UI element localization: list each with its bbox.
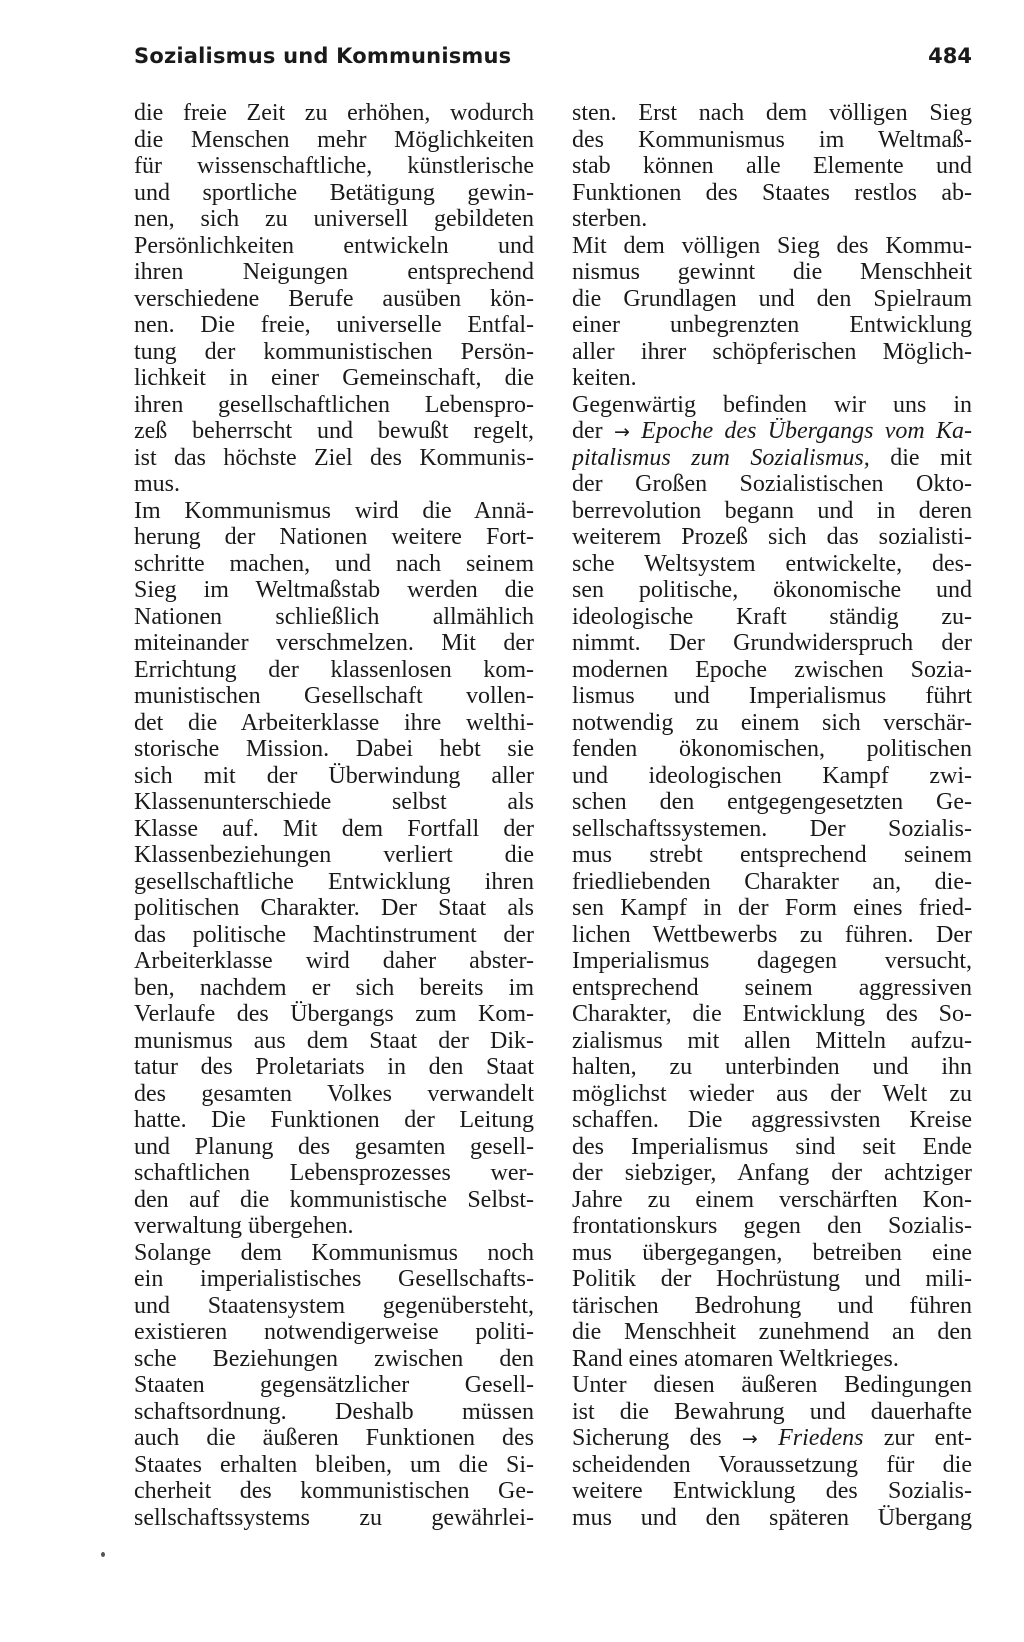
right-column-block-a [572, 100, 972, 418]
text-line: Imperialismus dagegen versucht, [572, 948, 972, 974]
text-line: Mit dem völligen Sieg des Kommu- [572, 232, 972, 259]
text-line: sellschaftssystemen. Der Sozialis- [572, 815, 972, 842]
text-line: des gesamten Volkes verwandelt [134, 1080, 534, 1107]
text-line: ideologische Kraft ständig zu- [572, 603, 972, 630]
text-line: Jahre zu einem verschärften Kon- [572, 1186, 972, 1213]
text-line: mus. [134, 471, 181, 497]
text-line: Im Kommunismus wird die Annä- [134, 497, 534, 524]
running-title: Sozialismus und Kommunismus [134, 44, 512, 68]
text-line: modernen Epoche zwischen Sozia- [572, 656, 972, 683]
text-line: für wissenschaftliche, künstlerische [134, 153, 534, 179]
text-line: das politische Machtinstrument der [134, 921, 534, 948]
text-line: lichen Wettbewerbs zu führen. Der [572, 921, 972, 948]
right-column-block-b [572, 471, 972, 1425]
text-line: mus strebt entsprechend seinem [572, 842, 972, 868]
text-line: verschiedene Berufe ausüben kön- [134, 285, 534, 312]
text-line: einer unbegrenzten Entwicklung [572, 312, 972, 338]
text-line: Klassenunterschiede selbst als [134, 789, 534, 815]
text-line: sterben. [572, 206, 648, 232]
text-line: munismus aus dem Staat der Dik- [134, 1027, 534, 1054]
cross-reference-friedens[interactable]: Friedens [778, 1425, 864, 1451]
text-line: Unter diesen äußeren Bedingungen [572, 1372, 972, 1398]
text-line: sche Weltsystem entwickelte, des- [572, 550, 972, 577]
text-line: herung der Nationen weitere Fort- [134, 524, 534, 550]
text-line: der siebziger, Anfang der achtziger [572, 1160, 972, 1186]
text-line: lismus und Imperialismus führt [572, 683, 972, 709]
text-line: halten, zu unterbinden und ihn [572, 1054, 972, 1080]
page-number: 484 [928, 44, 972, 68]
text-line: tärischen Bedrohung und führen [572, 1292, 972, 1319]
text-line: die Menschheit zunehmend an den [572, 1319, 972, 1345]
text-line: Funktionen des Staates restlos ab- [572, 179, 972, 206]
text-line: Solange dem Kommunismus noch [134, 1239, 534, 1266]
arrow-icon: → [613, 421, 630, 443]
text-line: verwaltung übergehen. [134, 1213, 354, 1239]
text-line: ist das höchste Ziel des Kommunis- [134, 444, 534, 471]
arrow-icon: → [741, 1428, 758, 1450]
text-line: und Planung des gesamten gesell- [134, 1133, 534, 1160]
text-line: möglichst wieder aus der Welt zu [572, 1080, 972, 1107]
text-line: Verlaufe des Übergangs zum Kom- [134, 1001, 534, 1027]
text-line: lichkeit in einer Gemeinschaft, die [134, 365, 534, 391]
text-line: Gegenwärtig befinden wir uns in [572, 391, 972, 418]
text-line: sellschaftssystems zu gewährlei- [134, 1504, 534, 1531]
text-line: die Menschen mehr Möglichkeiten [134, 126, 534, 153]
running-header [134, 44, 972, 78]
text-line: Charakter, die Entwicklung des So- [572, 1001, 972, 1027]
text-line: cherheit des kommunistischen Ge- [134, 1478, 534, 1504]
text-line: den auf die kommunistische Selbst- [134, 1186, 534, 1213]
text-line: Rand eines atomaren Weltkrieges. [572, 1345, 899, 1372]
text-line-ref-friedens: Sicherung des → Friedens zur ent- [572, 1425, 972, 1451]
text-line: schen den entgegengesetzten Ge- [572, 789, 972, 815]
text-line: schaffen. Die aggressivsten Kreise [572, 1107, 972, 1133]
text-line-ref-epoche: der → Epoche des Übergangs vom Ka- [572, 418, 972, 444]
text-line: mus übergegangen, betreiben eine [572, 1239, 972, 1266]
text-line: miteinander verschmelzen. Mit der [134, 630, 534, 656]
scan-speck [101, 1552, 105, 1557]
text-line: weitere Entwicklung des Sozialis- [572, 1478, 972, 1504]
text-line: mus und den späteren Übergang [572, 1504, 972, 1531]
text-line: zialismus mit allen Mitteln aufzu- [572, 1027, 972, 1054]
text-line: entsprechend seinem aggressiven [572, 974, 972, 1001]
text-line: Sieg im Weltmaßstab werden die [134, 577, 534, 603]
text-line: berrevolution begann und in deren [572, 497, 972, 524]
text-line: Arbeiterklasse wird daher abster- [134, 948, 534, 974]
text-line: Klasse auf. Mit dem Fortfall der [134, 815, 534, 842]
text-line: und Staatensystem gegenübersteht, [134, 1292, 534, 1319]
text-line: existieren notwendigerweise politi- [134, 1319, 534, 1345]
text-line: sen Kampf in der Form eines fried- [572, 895, 972, 921]
text-line: Nationen schließlich allmählich [134, 603, 534, 630]
cross-reference-epoche[interactable]: Epoche des Übergangs vom Ka- [641, 418, 972, 444]
text-line: nen, sich zu universell gebildeten [134, 206, 534, 232]
text-line: des Kommunismus im Weltmaß- [572, 126, 972, 153]
text-line: ihren Neigungen entsprechend [134, 259, 534, 285]
text-line: det die Arbeiterklasse ihre welthi- [134, 709, 534, 736]
text-line: tung der kommunistischen Persön- [134, 338, 534, 365]
text-line: sche Beziehungen zwischen den [134, 1345, 534, 1372]
text-line: auch die äußeren Funktionen des [134, 1425, 534, 1451]
text-line: und sportliche Betätigung gewin- [134, 179, 534, 206]
text-line: die Grundlagen und den Spielraum [572, 285, 972, 312]
text-line: gesellschaftliche Entwicklung ihren [134, 868, 534, 895]
text-line: storische Mission. Dabei hebt sie [134, 736, 534, 762]
text-line: hatte. Die Funktionen der Leitung [134, 1107, 534, 1133]
text-line: nimmt. Der Grundwiderspruch der [572, 630, 972, 656]
text-line: Errichtung der klassenlosen kom- [134, 656, 534, 683]
text-line: sen politische, ökonomische und [572, 577, 972, 603]
text-line: politischen Charakter. Der Staat als [134, 895, 534, 921]
text-line: die freie Zeit zu erhöhen, wodurch [134, 100, 534, 126]
text-line: schritte machen, und nach seinem [134, 550, 534, 577]
text-line-ref-epoche-cont: pitalismus zum Sozialismus, die mit [572, 444, 972, 471]
left-column [134, 100, 534, 1531]
text-line: schaftsordnung. Deshalb müssen [134, 1398, 534, 1425]
text-line: weiterem Prozeß sich das sozialisti- [572, 524, 972, 550]
text-line: Klassenbeziehungen verliert die [134, 842, 534, 868]
text-line: zeß beherrscht und bewußt regelt, [134, 418, 534, 444]
text-line: nismus gewinnt die Menschheit [572, 259, 972, 285]
text-line: und ideologischen Kampf zwi- [572, 762, 972, 789]
text-line: keiten. [572, 365, 637, 391]
right-column [572, 100, 972, 1531]
text-line: ben, nachdem er sich bereits im [134, 974, 534, 1001]
text-line: sten. Erst nach dem völligen Sieg [572, 100, 972, 126]
text-line: stab können alle Elemente und [572, 153, 972, 179]
text-line: Staates erhalten bleiben, um die Si- [134, 1451, 534, 1478]
text-line: frontationskurs gegen den Sozialis- [572, 1213, 972, 1239]
text-line: notwendig zu einem sich verschär- [572, 709, 972, 736]
text-line: ist die Bewahrung und dauerhafte [572, 1398, 972, 1425]
right-column-block-c [572, 1452, 972, 1532]
text-line: der Großen Sozialistischen Okto- [572, 471, 972, 497]
text-line: Staaten gegensätzlicher Gesell- [134, 1372, 534, 1398]
text-line: munistischen Gesellschaft vollen- [134, 683, 534, 709]
text-line: tatur des Proletariats in den Staat [134, 1054, 534, 1080]
text-line: fenden ökonomischen, politischen [572, 736, 972, 762]
text-line: ein imperialistisches Gesellschafts- [134, 1266, 534, 1292]
text-line: des Imperialismus sind seit Ende [572, 1133, 972, 1160]
text-line: Politik der Hochrüstung und mili- [572, 1266, 972, 1292]
text-line: schaftlichen Lebensprozesses wer- [134, 1160, 534, 1186]
text-line: friedliebenden Charakter an, die- [572, 868, 972, 895]
cross-reference-epoche-cont[interactable]: pitalismus zum Sozialismus, [572, 444, 870, 471]
text-line: aller ihrer schöpferischen Möglich- [572, 338, 972, 365]
text-line: sich mit der Überwindung aller [134, 762, 534, 789]
text-line: scheidenden Voraussetzung für die [572, 1451, 972, 1478]
text-line: nen. Die freie, universelle Entfal- [134, 312, 534, 338]
text-line: Persönlichkeiten entwickeln und [134, 232, 534, 259]
text-line: ihren gesellschaftlichen Lebenspro- [134, 391, 534, 418]
